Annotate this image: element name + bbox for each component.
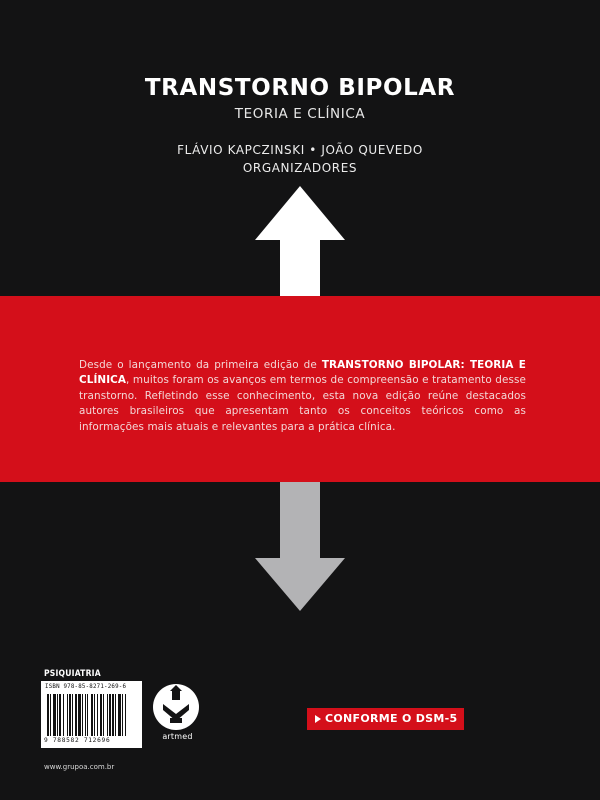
blurb-part-2: , muitos foram os avanços em termos de compreensão e tratamento desse transtorno. Refletindo esse conhecimento, esta nova edição reúne destacados autores brasileiros que apresentam tanto os conceitos teóricos como as informações mais atuais e relevantes para a prática clínica. (79, 374, 526, 433)
barcode-digits: 9 788582 712696 (44, 737, 111, 744)
blurb-part-1: Desde o lançamento da primeira edição de (79, 359, 322, 371)
dsm-badge (307, 708, 464, 730)
publisher-logo-text: artmed (162, 732, 193, 741)
isbn-barcode (41, 681, 142, 748)
play-triangle-icon (315, 715, 321, 723)
category-label: PSIQUIATRIA (44, 669, 101, 679)
dsm-badge-label: CONFORME O DSM-5 (325, 712, 458, 725)
isbn-label: ISBN 978-85-8271-269-6 (45, 684, 127, 690)
blurb-emphasis: TRANSTORNO BIPOLAR: TEORIA E CLÍNICA (79, 359, 526, 387)
authors-role: ORGANIZADORES (242, 161, 358, 175)
book-subtitle: TEORIA E CLÍNICA (234, 106, 366, 122)
blurb-text (79, 358, 526, 435)
barcode-icon (47, 694, 137, 736)
website-url: www.grupoa.com.br (44, 763, 115, 771)
book-title: TRANSTORNO BIPOLAR (144, 75, 456, 101)
authors-line: FLÁVIO KAPCZINSKI • JOÃO QUEVEDO (177, 143, 423, 157)
